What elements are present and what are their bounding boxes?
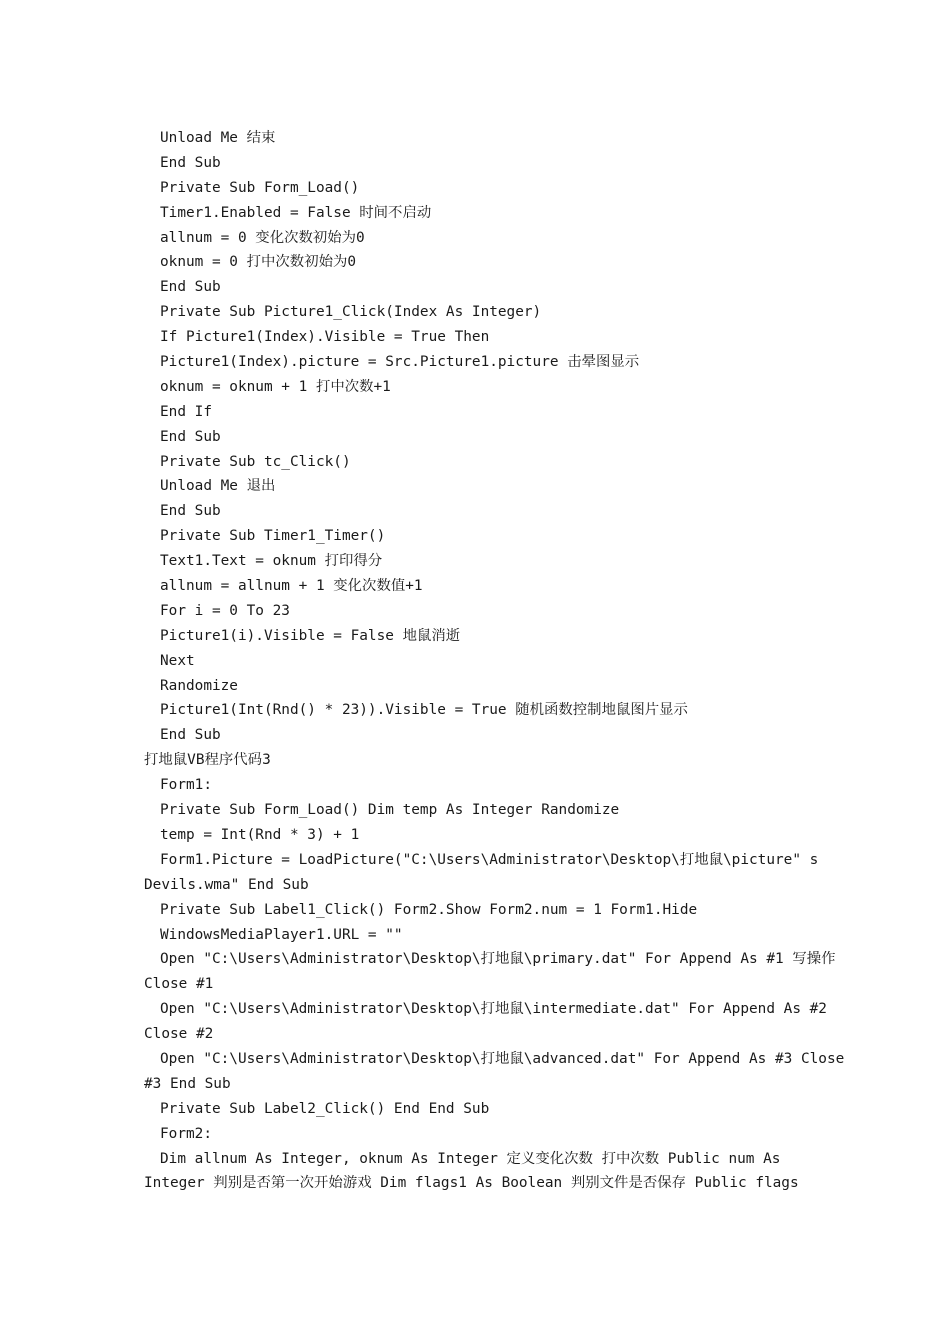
code-line: Dim allnum As Integer, oknum As Integer 定义变化次数 打中次数 Public num As [160, 1150, 781, 1167]
code-line: Randomize [160, 677, 238, 694]
code-line: Picture1(i).Visible = False 地鼠消逝 [160, 627, 461, 644]
code-line: Private Sub tc_Click() [160, 453, 351, 470]
code-line: Unload Me 结束 [160, 130, 276, 146]
code-line: oknum = 0 打中次数初始为0 [160, 254, 357, 271]
code-line: temp = Int(Rnd * 3) + 1 [160, 826, 360, 843]
code-line: allnum = allnum + 1 变化次数值+1 [160, 578, 423, 595]
code-line: 打地鼠VB程序代码3 [144, 752, 271, 769]
code-line: Timer1.Enabled = False 时间不启动 [160, 204, 432, 221]
code-line: Unload Me 退出 [160, 478, 276, 495]
code-line: Open "C:\Users\Administrator\Desktop\打地鼠\primary.dat" For Append As #1 写操作 [160, 951, 836, 968]
code-line: Form2: [160, 1125, 212, 1142]
code-listing [144, 126, 845, 1196]
code-line: Open "C:\Users\Administrator\Desktop\打地鼠\intermediate.dat" For Append As #2 [160, 1001, 827, 1018]
code-line: Form1.Picture = LoadPicture("C:\Users\Administrator\Desktop\打地鼠\picture" s [160, 851, 819, 868]
code-line: Close #2 [144, 1026, 214, 1043]
code-line: Picture1(Index).picture = Src.Picture1.picture 击晕图显示 [160, 354, 640, 371]
code-line: Private Sub Timer1_Timer() [160, 528, 386, 545]
code-line: End Sub [160, 503, 221, 520]
code-line: End Sub [160, 154, 221, 171]
code-line: For i = 0 To 23 [160, 602, 290, 619]
code-line: End Sub [160, 727, 221, 744]
code-line: End If [160, 403, 212, 420]
code-line: #3 End Sub [144, 1075, 231, 1092]
code-line: allnum = 0 变化次数初始为0 [160, 229, 365, 246]
code-line: End Sub [160, 279, 221, 296]
code-line: Private Sub Label2_Click() End End Sub [160, 1100, 490, 1117]
code-line: Private Sub Label1_Click() Form2.Show Form2.num = 1 Form1.Hide [160, 901, 698, 918]
code-line: If Picture1(Index).Visible = True Then [160, 329, 490, 346]
code-line: Integer 判别是否第一次开始游戏 Dim flags1 As Boolean 判别文件是否保存 Public flags [144, 1175, 799, 1192]
code-line: WindowsMediaPlayer1.URL = "" [160, 926, 403, 943]
code-line: Close #1 [144, 976, 214, 993]
code-line: Devils.wma" End Sub [144, 876, 309, 893]
code-line: End Sub [160, 428, 221, 445]
code-line: Private Sub Form_Load() Dim temp As Integer Randomize [160, 802, 620, 819]
code-line: Private Sub Picture1_Click(Index As Integer) [160, 304, 542, 321]
code-line: Private Sub Form_Load() [160, 179, 360, 196]
code-line: Open "C:\Users\Administrator\Desktop\打地鼠\advanced.dat" For Append As #3 Close [160, 1050, 845, 1067]
code-line: Picture1(Int(Rnd() * 23)).Visible = True 随机函数控制地鼠图片显示 [160, 702, 688, 719]
code-line: Form1: [160, 777, 212, 794]
code-line: Next [160, 652, 195, 669]
code-line: oknum = oknum + 1 打中次数+1 [160, 378, 391, 395]
code-line: Text1.Text = oknum 打印得分 [160, 553, 383, 570]
